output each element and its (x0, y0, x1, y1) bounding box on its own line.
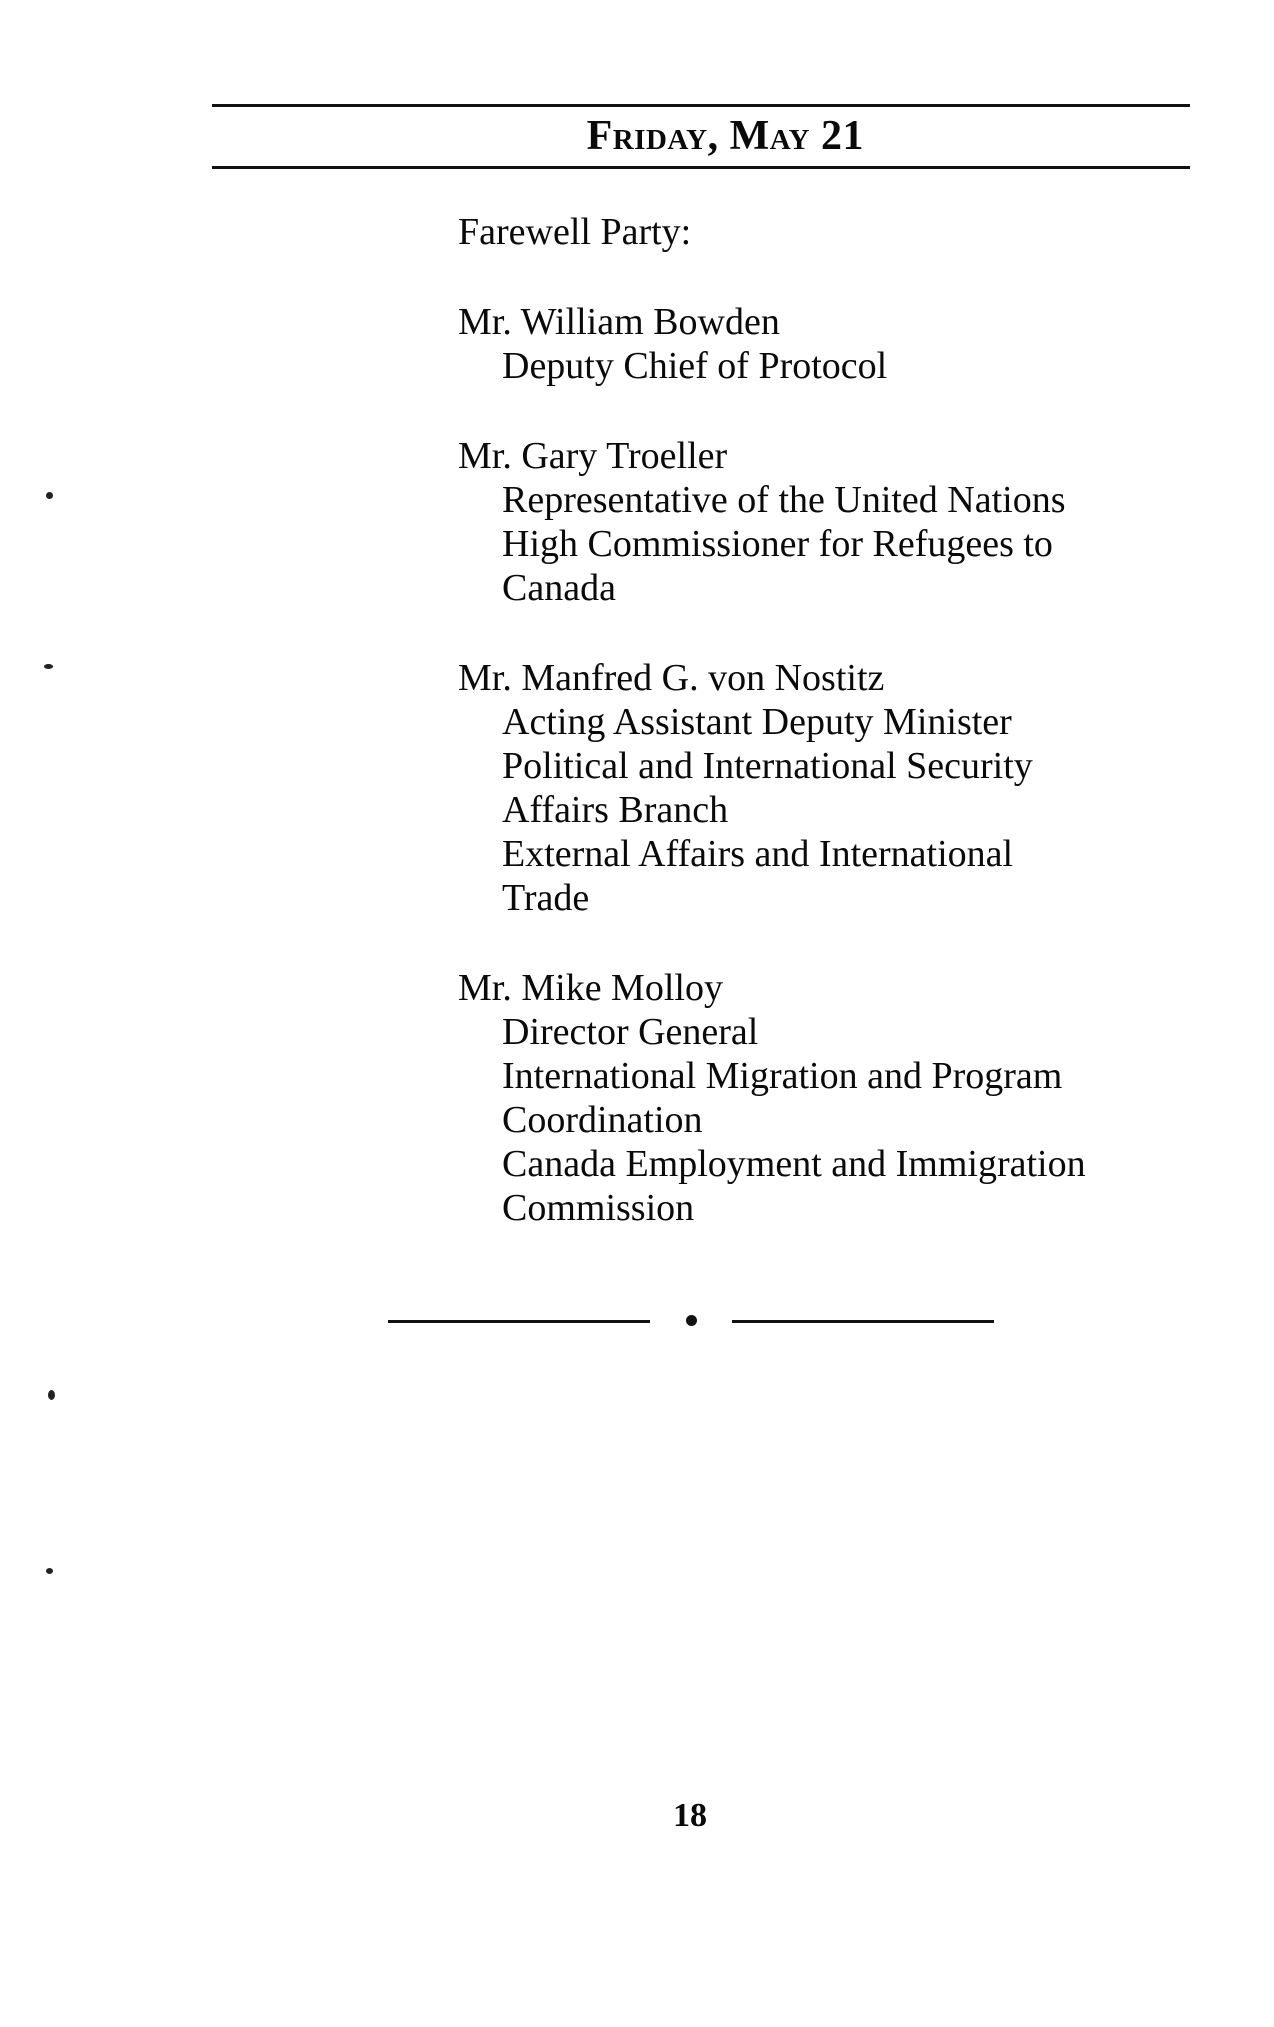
person-title-line: Deputy Chief of Protocol (502, 345, 888, 387)
person-title-line: Political and International Security (502, 745, 1033, 787)
person-title-line: Representative of the United Nations (502, 479, 1066, 521)
event-heading: Farewell Party: (458, 211, 692, 253)
person-entry (458, 434, 1198, 610)
scan-speck (46, 492, 53, 499)
person-entry (458, 966, 1198, 1230)
person-title-line: Canada Employment and Immigration (502, 1143, 1086, 1185)
scan-speck (46, 1568, 53, 1574)
person-title-line: International Migration and Program (502, 1055, 1063, 1097)
person-title-line: Acting Assistant Deputy Minister (502, 701, 1012, 743)
person-title-line: Commission (502, 1187, 695, 1229)
person-name: Mr. Manfred G. von Nostitz (458, 657, 885, 699)
person-titles (458, 700, 1198, 920)
person-entry (458, 300, 1198, 388)
person-title-line: Coordination (502, 1099, 703, 1141)
person-title-line: Director General (502, 1011, 759, 1053)
section-divider (388, 1314, 1008, 1328)
scan-speck (48, 1390, 55, 1400)
scan-speck (44, 664, 53, 669)
divider-line-right (732, 1320, 994, 1323)
header-rule-bottom (212, 166, 1190, 169)
attendee-list (458, 210, 1198, 1276)
person-titles (458, 478, 1198, 610)
person-name: Mr. Mike Molloy (458, 967, 723, 1009)
person-entry (458, 656, 1198, 920)
person-title-line: External Affairs and International (502, 833, 1014, 875)
person-title-line: Canada (502, 567, 616, 609)
page-header-title: Friday, May 21 (586, 113, 864, 159)
person-name: Mr. Gary Troeller (458, 435, 728, 477)
header-rule-top (212, 104, 1190, 107)
page-number: 18 (673, 1797, 707, 1834)
divider-bullet-icon (686, 1315, 697, 1326)
person-name: Mr. William Bowden (458, 301, 780, 343)
person-titles (458, 344, 1198, 388)
person-titles (458, 1010, 1198, 1230)
person-title-line: High Commissioner for Refugees to (502, 523, 1053, 565)
divider-line-left (388, 1320, 650, 1323)
person-title-line: Affairs Branch (502, 789, 729, 831)
person-title-line: Trade (502, 877, 590, 919)
